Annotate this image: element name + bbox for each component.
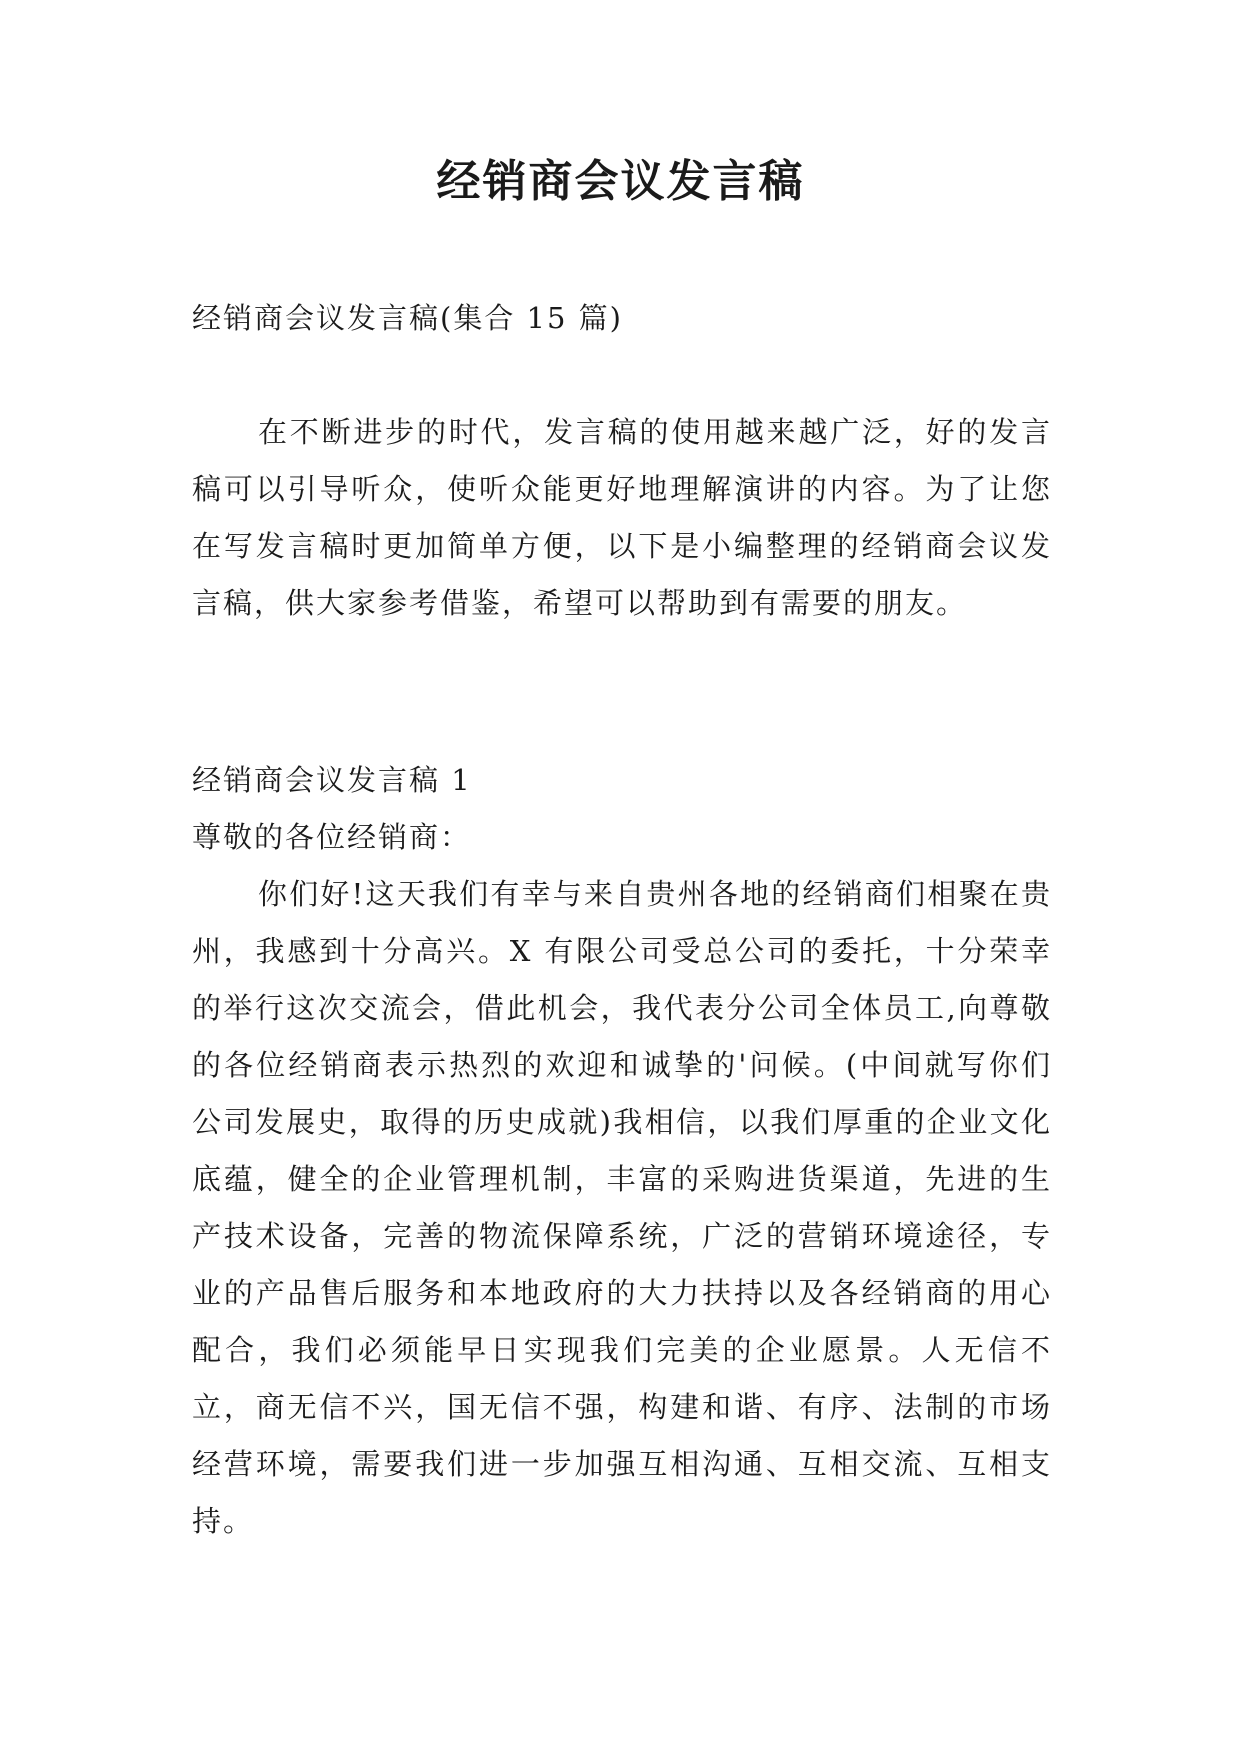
section-heading	[192, 752, 1052, 809]
document-subtitle	[192, 290, 1052, 347]
page-title: 经销商会议发言稿	[436, 156, 805, 207]
section-heading-text: 经销商会议发言稿 1	[192, 763, 472, 797]
salutation	[192, 809, 1052, 866]
body-paragraph	[192, 866, 1052, 1550]
intro-paragraph	[192, 404, 1052, 632]
body-text: 你们好!这天我们有幸与来自贵州各地的经销商们相聚在贵州，我感到十分高兴。X 有限公司受总公司的委托，十分荣幸的举行这次交流会，借此机会，我代表分公司全体员工,向尊敬的各位经销商表示热烈的欢迎和诚挚的'问候。(中间就写你们公司发展史，取得的历史成就)我相信，以我们厚重的企业文化底蕴，健全的企业管理机制，丰富的采购进货渠道，先进的生产技术设备，完善的物流保障系统，广泛的营销环境途径，专业的产品售后服务和本地政府的大力扶持以及各经销商的用心配合，我们必须能早日实现我们完美的企业愿景。人无信不立，商无信不兴，国无信不强，构建和谐、有序、法制的市场经营环境，需要我们进一步加强互相沟通、互相交流、互相支持。	[192, 877, 1052, 1538]
subtitle-text: 经销商会议发言稿(集合 15 篇)	[192, 301, 623, 335]
salutation-text: 尊敬的各位经销商：	[192, 820, 472, 854]
intro-text: 在不断进步的时代，发言稿的使用越来越广泛，好的发言稿可以引导听众，使听众能更好地理解演讲的内容。为了让您在写发言稿时更加简单方便，以下是小编整理的经销商会议发言稿，供大家参考借鉴，希望可以帮助到有需要的朋友。	[192, 415, 1052, 620]
